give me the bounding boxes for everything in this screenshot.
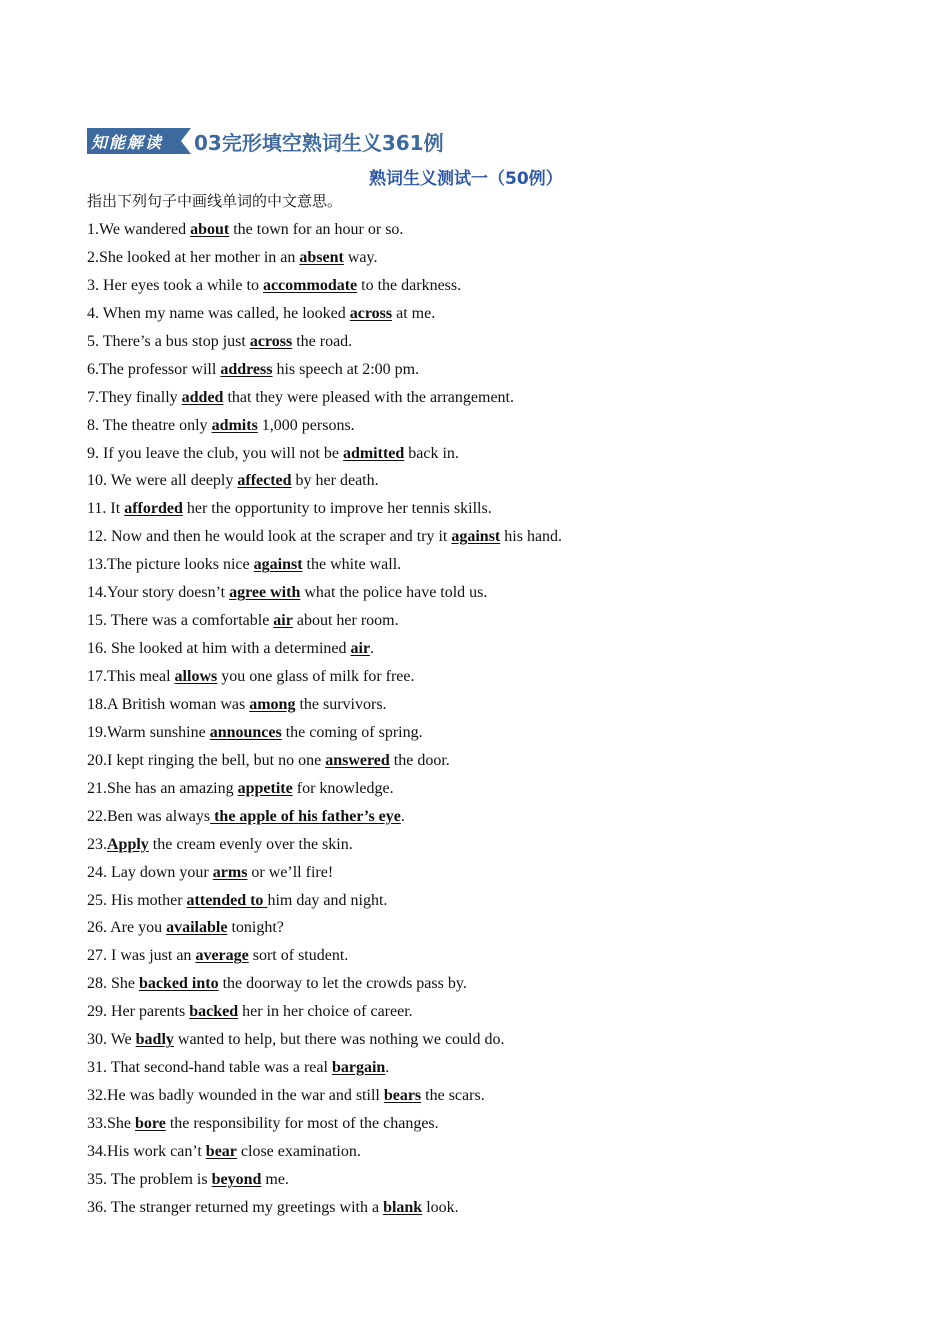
underlined-keyword: bore — [135, 1115, 166, 1132]
underlined-keyword: attended to — [186, 891, 268, 909]
sentence-text: 8. The theatre only — [87, 416, 212, 434]
underlined-keyword: against — [451, 528, 501, 546]
exercise-item — [87, 1082, 562, 1110]
exercise-item — [87, 1026, 562, 1054]
underlined-keyword: arms — [212, 863, 248, 881]
sentence-text: for knowledge. — [292, 779, 394, 797]
sentence-text: 17.This meal — [87, 668, 175, 685]
sentence-text: 31. That second-hand table was a real — [87, 1059, 332, 1077]
sentence-text: 1.We wandered — [87, 221, 191, 238]
underlined-keyword: address — [220, 360, 273, 378]
sentence-text: the town for an hour or so. — [229, 221, 404, 238]
exercise-item — [87, 998, 562, 1026]
exercise-item — [87, 384, 562, 412]
exercise-item — [87, 467, 562, 495]
sentence-text: 11. It — [87, 500, 125, 518]
sentence-text: 21.She has an amazing — [87, 779, 238, 797]
underlined-keyword: bargain — [331, 1059, 386, 1077]
exercise-item — [87, 440, 562, 468]
exercise-item — [87, 691, 562, 719]
sentence-text: . — [385, 1059, 390, 1077]
sentence-text: 10. We were all deeply — [87, 472, 238, 490]
sentence-text: 15. There was a comfortable — [87, 612, 274, 630]
exercise-item — [87, 328, 562, 356]
sentence-text: 29. Her parents — [87, 1003, 190, 1021]
sentence-text: 14.Your story doesn’t — [87, 584, 230, 602]
sentence-text: sort of student. — [248, 947, 349, 965]
sentence-text: him day and night. — [267, 891, 388, 909]
underlined-keyword: available — [166, 919, 228, 937]
exercise-item — [87, 942, 562, 970]
exercise-item — [87, 859, 562, 887]
heading-row — [87, 126, 887, 156]
sentence-text: the responsibility for most of the changes. — [165, 1115, 439, 1132]
sentence-text: the coming of spring. — [281, 723, 423, 741]
sentence-text: 33.She — [87, 1115, 135, 1132]
underlined-keyword: bears — [383, 1087, 422, 1105]
exercise-item — [87, 356, 562, 384]
sentence-text: 1,000 persons. — [257, 416, 355, 434]
exercise-item — [87, 1138, 562, 1166]
sentence-text: 32.He was badly wounded in the war and still — [87, 1087, 384, 1105]
sentence-text: her in her choice of career. — [238, 1003, 413, 1021]
exercise-item — [87, 1054, 562, 1082]
exercise-item — [87, 495, 562, 523]
sentence-text: the white wall. — [302, 556, 402, 574]
exercise-item — [87, 1194, 562, 1222]
sentence-text: that they were pleased with the arrangement. — [223, 388, 514, 406]
sentence-text: 30. We — [87, 1031, 136, 1049]
exercise-item — [87, 970, 562, 998]
exercise-item — [87, 244, 562, 272]
underlined-keyword: announces — [209, 723, 282, 741]
exercise-item — [87, 551, 562, 579]
underlined-keyword: across — [249, 332, 293, 350]
underlined-keyword: agree with — [229, 584, 301, 602]
sentence-text: 35. The problem is — [87, 1170, 212, 1188]
underlined-keyword: affected — [237, 472, 292, 490]
sentence-text: 6.The professor will — [87, 360, 221, 378]
section-badge — [87, 128, 191, 154]
sentence-text: his hand. — [500, 528, 563, 546]
exercise-item — [87, 775, 562, 803]
exercise-item — [87, 635, 562, 663]
underlined-keyword: air — [273, 612, 293, 630]
underlined-keyword: bear — [205, 1142, 237, 1160]
exercise-item — [87, 412, 562, 440]
sentence-text: me. — [261, 1170, 289, 1188]
sentence-text: 24. Lay down your — [87, 863, 213, 881]
exercise-item — [87, 803, 562, 831]
sentence-text: the road. — [292, 332, 353, 350]
underlined-keyword: afforded — [124, 500, 183, 518]
sentence-text: what the police have told us. — [300, 584, 488, 602]
sentence-text: the cream evenly over the skin. — [148, 835, 353, 853]
sentence-text: tonight? — [227, 919, 284, 937]
exercise-item — [87, 887, 562, 915]
underlined-keyword: air — [350, 640, 371, 658]
sentence-text: 28. She — [87, 975, 139, 993]
sentence-text: to the darkness. — [357, 276, 462, 294]
sentence-text: 36. The stranger returned my greetings with a — [87, 1198, 384, 1216]
sentence-text: the survivors. — [295, 695, 387, 713]
underlined-keyword: the apple of his father’s eye — [210, 807, 401, 825]
sentence-text: 25. His mother — [87, 891, 187, 909]
sentence-text: 12. Now and then he would look at the scraper and try it — [87, 528, 452, 546]
underlined-keyword: backed — [189, 1003, 239, 1021]
underlined-keyword: added — [181, 388, 224, 406]
sentence-text: wanted to help, but there was nothing we could do. — [173, 1031, 505, 1049]
sentence-text: . — [370, 640, 375, 658]
sentence-text: 23. — [87, 835, 107, 853]
sentence-text: 9. If you leave the club, you will not be — [87, 444, 343, 462]
sentence-text: close examination. — [236, 1142, 361, 1160]
sentence-text: 18.A British woman was — [87, 695, 250, 713]
sentence-text: her the opportunity to improve her tennis skills. — [182, 500, 492, 518]
section-subtitle: 熟词生义测试一（50例） — [369, 169, 563, 189]
sentence-text: you one glass of milk for free. — [217, 668, 415, 685]
underlined-keyword: absent — [299, 248, 344, 266]
sentence-text: 34.His work can’t — [87, 1142, 206, 1160]
exercise-item — [87, 914, 562, 942]
page-title: 03完形填空熟词生义361例 — [194, 130, 444, 155]
sentence-text: 4. When my name was called, he looked — [87, 304, 350, 322]
underlined-keyword: admitted — [342, 444, 405, 462]
underlined-keyword: answered — [325, 751, 390, 769]
sentence-text: the doorway to let the crowds pass by. — [218, 975, 467, 993]
underlined-keyword: accommodate — [262, 276, 358, 294]
exercise-item — [87, 579, 562, 607]
exercise-item — [87, 216, 562, 244]
underlined-keyword: allows — [174, 668, 218, 685]
exercise-item — [87, 1166, 562, 1194]
underlined-keyword: appetite — [237, 779, 293, 797]
sentence-text: 5. There’s a bus stop just — [87, 332, 250, 350]
exercise-item — [87, 663, 562, 691]
underlined-keyword: Apply — [107, 835, 149, 853]
sentence-text: at me. — [392, 304, 436, 322]
underlined-keyword: blank — [383, 1198, 423, 1216]
sentence-text: the door. — [389, 751, 450, 769]
exercise-item — [87, 272, 562, 300]
underlined-keyword: about — [190, 221, 230, 238]
exercise-item — [87, 1110, 562, 1138]
underlined-keyword: average — [195, 947, 249, 965]
badge-label: 知能解读 — [91, 133, 164, 152]
sentence-text: the scars. — [421, 1087, 485, 1105]
underlined-keyword: across — [349, 304, 393, 322]
underlined-keyword: backed into — [139, 975, 219, 993]
sentence-text: look. — [422, 1198, 459, 1216]
exercise-item — [87, 607, 562, 635]
sentence-text: about her room. — [292, 612, 399, 630]
sentence-text: 27. I was just an — [87, 947, 196, 965]
exercise-list — [87, 216, 562, 1222]
underlined-keyword: among — [249, 695, 296, 713]
sentence-text: his speech at 2:00 pm. — [272, 360, 420, 378]
underlined-keyword: against — [253, 556, 303, 574]
sentence-text: 16. She looked at him with a determined — [87, 640, 351, 658]
exercise-item — [87, 719, 562, 747]
underlined-keyword: badly — [135, 1031, 174, 1049]
sentence-text: back in. — [404, 444, 459, 462]
sentence-text: 13.The picture looks nice — [87, 556, 254, 574]
sentence-text: 26. Are you — [87, 919, 167, 937]
sentence-text: 2.She looked at her mother in an — [87, 248, 300, 266]
exercise-item — [87, 831, 562, 859]
sentence-text: by her death. — [291, 472, 379, 490]
sentence-text: way. — [343, 248, 378, 266]
underlined-keyword: admits — [211, 416, 258, 434]
exercise-item — [87, 300, 562, 328]
exercise-item — [87, 747, 562, 775]
document-page — [87, 126, 887, 1216]
sentence-text: 3. Her eyes took a while to — [87, 276, 263, 294]
underlined-keyword: beyond — [211, 1170, 262, 1188]
sentence-text: 19.Warm sunshine — [87, 723, 210, 741]
sentence-text: 7.They finally — [87, 388, 182, 406]
instruction-text: 指出下列句子中画线单词的中文意思。 — [87, 192, 343, 210]
sentence-text: . — [400, 807, 405, 825]
sentence-text: or we’ll fire! — [247, 863, 334, 881]
exercise-item — [87, 523, 562, 551]
sentence-text: 22.Ben was always — [87, 807, 211, 825]
sentence-text: 20.I kept ringing the bell, but no one — [87, 751, 326, 769]
